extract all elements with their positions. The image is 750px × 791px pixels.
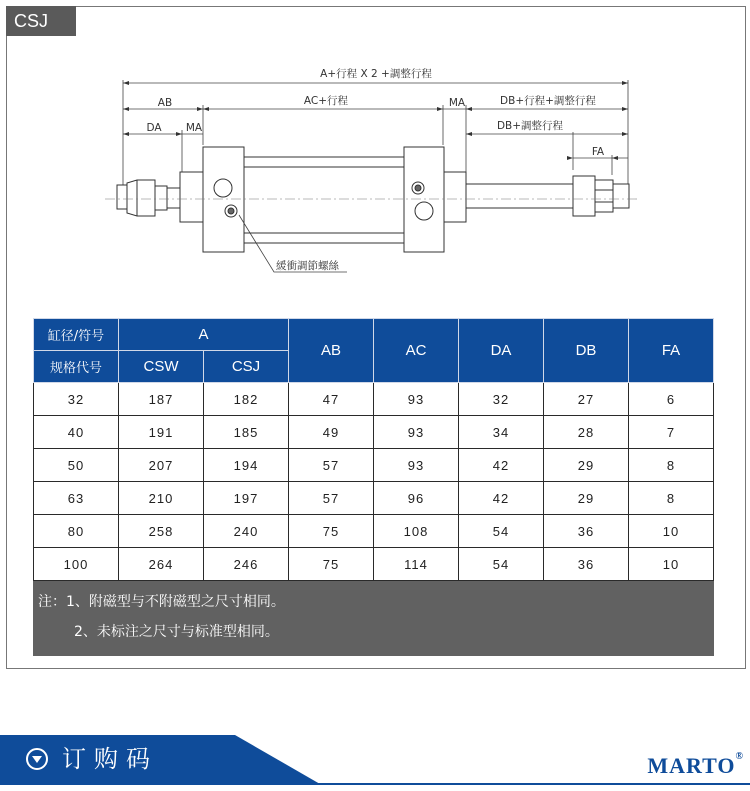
cell-a-csj: 197 — [204, 482, 289, 515]
header-ac: AC — [374, 319, 459, 383]
cell-a-csw: 258 — [119, 515, 204, 548]
cell-bore: 32 — [34, 383, 119, 416]
cell-da: 54 — [459, 515, 544, 548]
banner-background — [0, 735, 320, 784]
table-row — [34, 449, 714, 482]
cell-a-csw: 191 — [119, 416, 204, 449]
brand-name: MARTO — [647, 753, 736, 778]
table-row — [34, 515, 714, 548]
cell-a-csw: 207 — [119, 449, 204, 482]
table-row — [34, 383, 714, 416]
cell-db: 27 — [544, 383, 629, 416]
banner-underline — [0, 783, 750, 785]
cell-a-csj: 194 — [204, 449, 289, 482]
cell-da: 42 — [459, 449, 544, 482]
dim-total: A+行程 X 2 +調整行程 — [320, 68, 432, 80]
cell-ab: 49 — [289, 416, 374, 449]
dim-da: DA — [146, 122, 162, 134]
model-tag: CSJ — [6, 6, 76, 36]
cell-ac: 93 — [374, 449, 459, 482]
cell-db: 28 — [544, 416, 629, 449]
cell-a-csj: 246 — [204, 548, 289, 581]
cell-ab: 47 — [289, 383, 374, 416]
cell-ac: 114 — [374, 548, 459, 581]
cell-db: 29 — [544, 449, 629, 482]
dim-fa: FA — [591, 146, 605, 158]
header-bore-symbol: 缸径/符号 — [34, 319, 119, 351]
cell-fa: 10 — [629, 515, 714, 548]
header-ab: AB — [289, 319, 374, 383]
note-line-2: 2、未标注之尺寸与标准型相同。 — [74, 624, 279, 640]
cell-a-csw: 210 — [119, 482, 204, 515]
cell-ac: 93 — [374, 416, 459, 449]
cylinder-drawing — [0, 0, 750, 300]
cell-db: 36 — [544, 515, 629, 548]
cell-ab: 75 — [289, 548, 374, 581]
cell-a-csw: 187 — [119, 383, 204, 416]
chevron-down-circle-icon — [26, 748, 48, 770]
cell-a-csj: 240 — [204, 515, 289, 548]
cell-fa: 8 — [629, 449, 714, 482]
cell-bore: 100 — [34, 548, 119, 581]
cell-bore: 80 — [34, 515, 119, 548]
dim-ma-left: MA — [185, 122, 203, 134]
table-notes — [34, 581, 714, 656]
header-code: 规格代号 — [34, 351, 119, 383]
table-row — [34, 416, 714, 449]
cell-fa: 10 — [629, 548, 714, 581]
cell-ac: 108 — [374, 515, 459, 548]
table-row — [34, 482, 714, 515]
dimension-table — [33, 318, 714, 656]
cell-ac: 93 — [374, 383, 459, 416]
header-fa: FA — [629, 319, 714, 383]
cell-bore: 50 — [34, 449, 119, 482]
cell-fa: 7 — [629, 416, 714, 449]
cell-fa: 8 — [629, 482, 714, 515]
cell-ab: 75 — [289, 515, 374, 548]
dim-ma-right: MA — [448, 97, 466, 109]
cell-da: 54 — [459, 548, 544, 581]
cell-db: 36 — [544, 548, 629, 581]
cushion-screw-callout: 緩衝調節螺絲 — [276, 260, 339, 272]
cell-fa: 6 — [629, 383, 714, 416]
cell-a-csj: 185 — [204, 416, 289, 449]
header-csj: CSJ — [204, 351, 289, 383]
banner-title: 订购码 — [62, 745, 158, 773]
cell-da: 42 — [459, 482, 544, 515]
cell-a-csj: 182 — [204, 383, 289, 416]
note-line-1: 注：1、附磁型与不附磁型之尺寸相同。 — [38, 594, 285, 610]
cell-ab: 57 — [289, 482, 374, 515]
cell-da: 32 — [459, 383, 544, 416]
header-csw: CSW — [119, 351, 204, 383]
brand-logo — [647, 753, 744, 779]
cell-a-csw: 264 — [119, 548, 204, 581]
dim-ac: AC+行程 — [303, 95, 349, 107]
cell-db: 29 — [544, 482, 629, 515]
dim-db-lower: DB+調整行程 — [496, 120, 564, 132]
cell-bore: 63 — [34, 482, 119, 515]
cell-ac: 96 — [374, 482, 459, 515]
order-code-banner — [0, 735, 750, 791]
cell-bore: 40 — [34, 416, 119, 449]
cell-da: 34 — [459, 416, 544, 449]
header-da: DA — [459, 319, 544, 383]
table-row — [34, 548, 714, 581]
dim-db-upper: DB+行程+調整行程 — [500, 95, 596, 107]
cell-ab: 57 — [289, 449, 374, 482]
registered-mark: ® — [735, 751, 744, 762]
header-a: A — [119, 319, 289, 351]
dim-ab: AB — [157, 97, 173, 109]
header-db: DB — [544, 319, 629, 383]
